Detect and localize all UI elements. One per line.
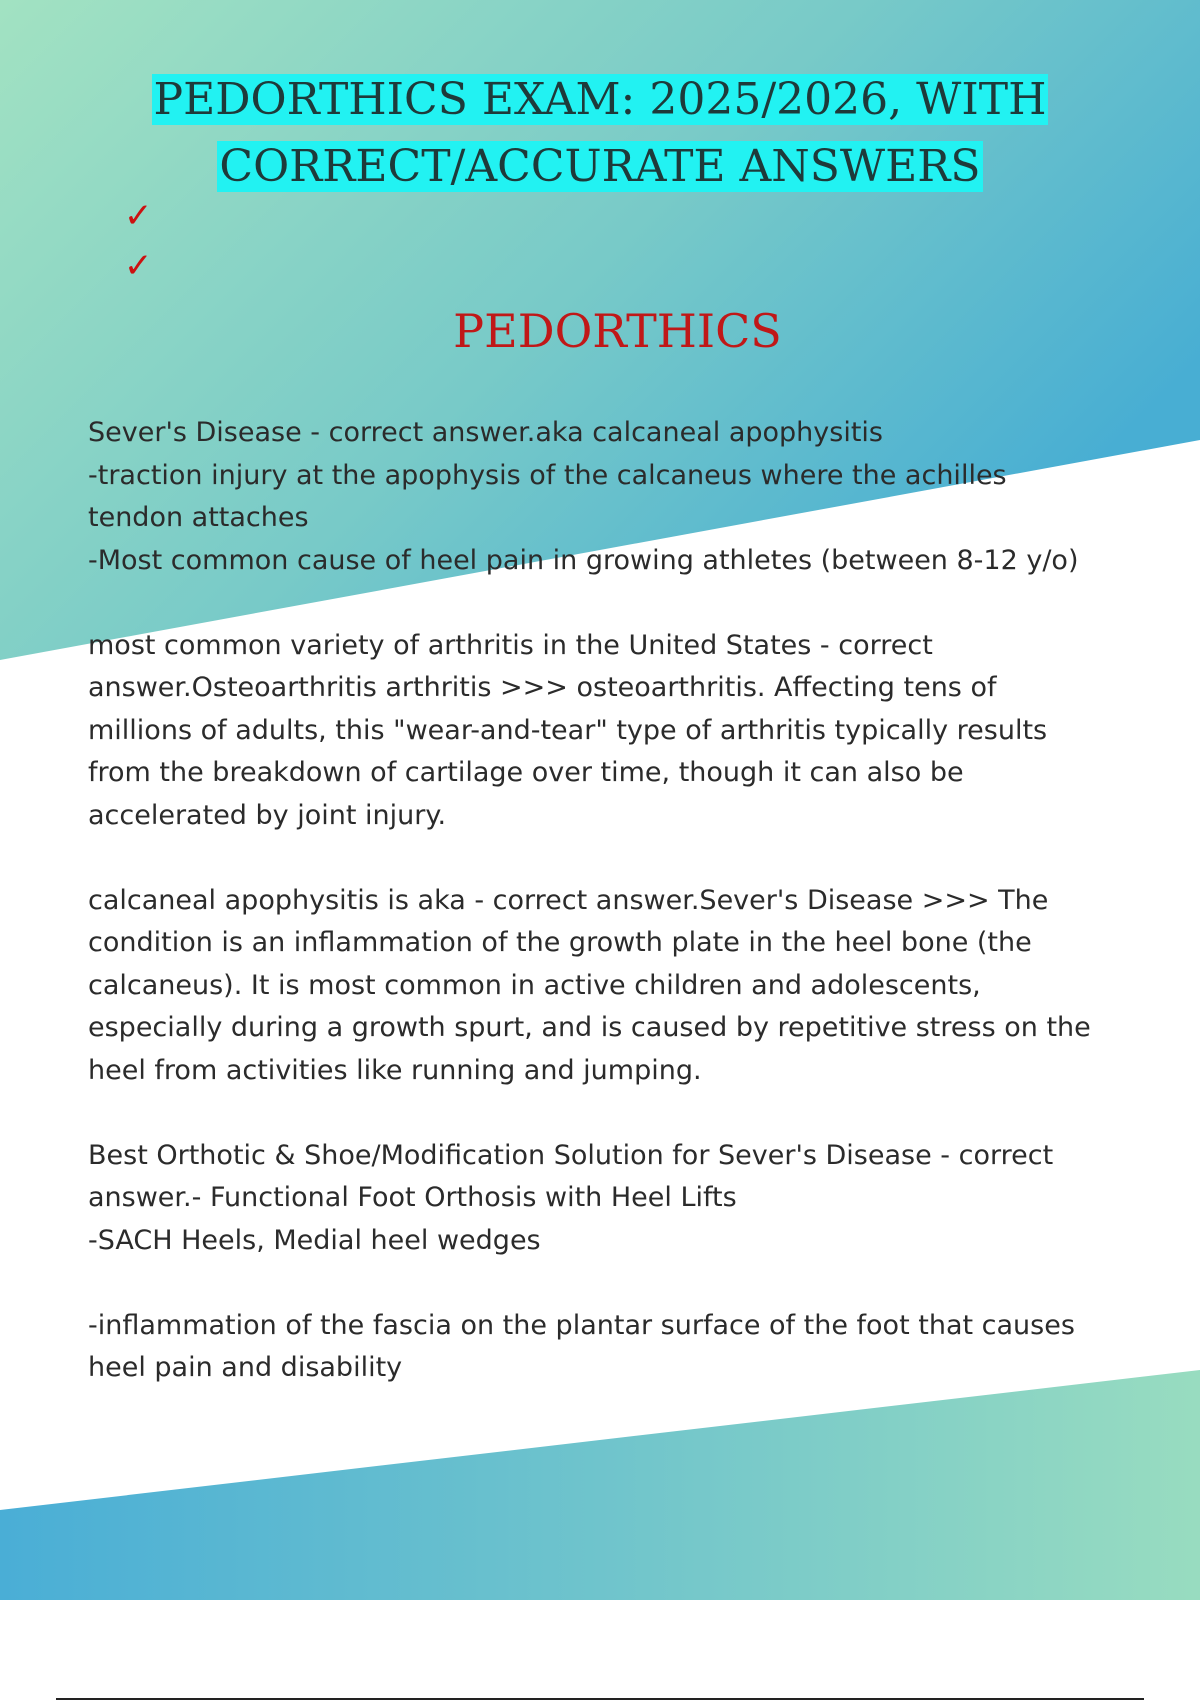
qa-line: from the breakdown of cartilage over time, though it can also be <box>88 757 964 788</box>
qa-line: -traction injury at the apophysis of the calcaneus where the achilles <box>88 459 1007 491</box>
qa-line: answer.- Functional Foot Orthosis with Heel Lifts <box>88 1182 737 1213</box>
qa-entry <box>88 1305 1148 1390</box>
qa-entry <box>88 1135 1148 1263</box>
checkmark-icon: ✓ <box>124 246 153 286</box>
qa-line: millions of adults, this "wear-and-tear" type of arthritis typically results <box>88 714 1048 746</box>
qa-line: most common variety of arthritis in the United States - correct <box>88 629 933 661</box>
qa-line: accelerated by joint injury. <box>88 799 447 831</box>
qa-line: heel from activities like running and jumping. <box>88 1054 702 1086</box>
qa-line: tendon attaches <box>88 502 309 533</box>
qa-line: Best Orthotic & Shoe/Modification Solution for Sever's Disease - correct <box>88 1139 1054 1171</box>
qa-line: Sever's Disease - correct answer.aka calcaneal apophysitis <box>88 417 883 448</box>
qa-line: -inflammation of the fascia on the plantar surface of the foot that causes <box>88 1309 1075 1341</box>
qa-list <box>88 412 1148 1432</box>
qa-line: -Most common cause of heel pain in growing athletes (between 8-12 y/o) <box>88 544 1079 576</box>
document-title <box>0 66 1200 200</box>
title-line-1: PEDORTHICS EXAM: 2025/2026, WITH <box>153 74 1047 125</box>
subject-heading: PEDORTHICS <box>453 304 782 358</box>
qa-line: -SACH Heels, Medial heel wedges <box>88 1224 541 1256</box>
qa-entry <box>88 880 1148 1093</box>
qa-line: condition is an inflammation of the growth plate in the heel bone (the <box>88 927 1032 958</box>
qa-line: heel pain and disability <box>88 1352 403 1383</box>
qa-line: calcaneal apophysitis is aka - correct answer.Sever's Disease >>> The <box>88 884 1049 916</box>
qa-line: answer.Osteoarthritis arthritis >>> osteoarthritis. Affecting tens of <box>88 672 997 703</box>
checkmark-icon: ✓ <box>124 196 153 236</box>
qa-line: especially during a growth spurt, and is caused by repetitive stress on the <box>88 1012 1091 1043</box>
qa-line: calcaneus). It is most common in active children and adolescents, <box>88 969 981 1001</box>
title-line-2: CORRECT/ACCURATE ANSWERS <box>219 141 981 192</box>
qa-entry <box>88 412 1148 582</box>
qa-entry <box>88 625 1148 838</box>
